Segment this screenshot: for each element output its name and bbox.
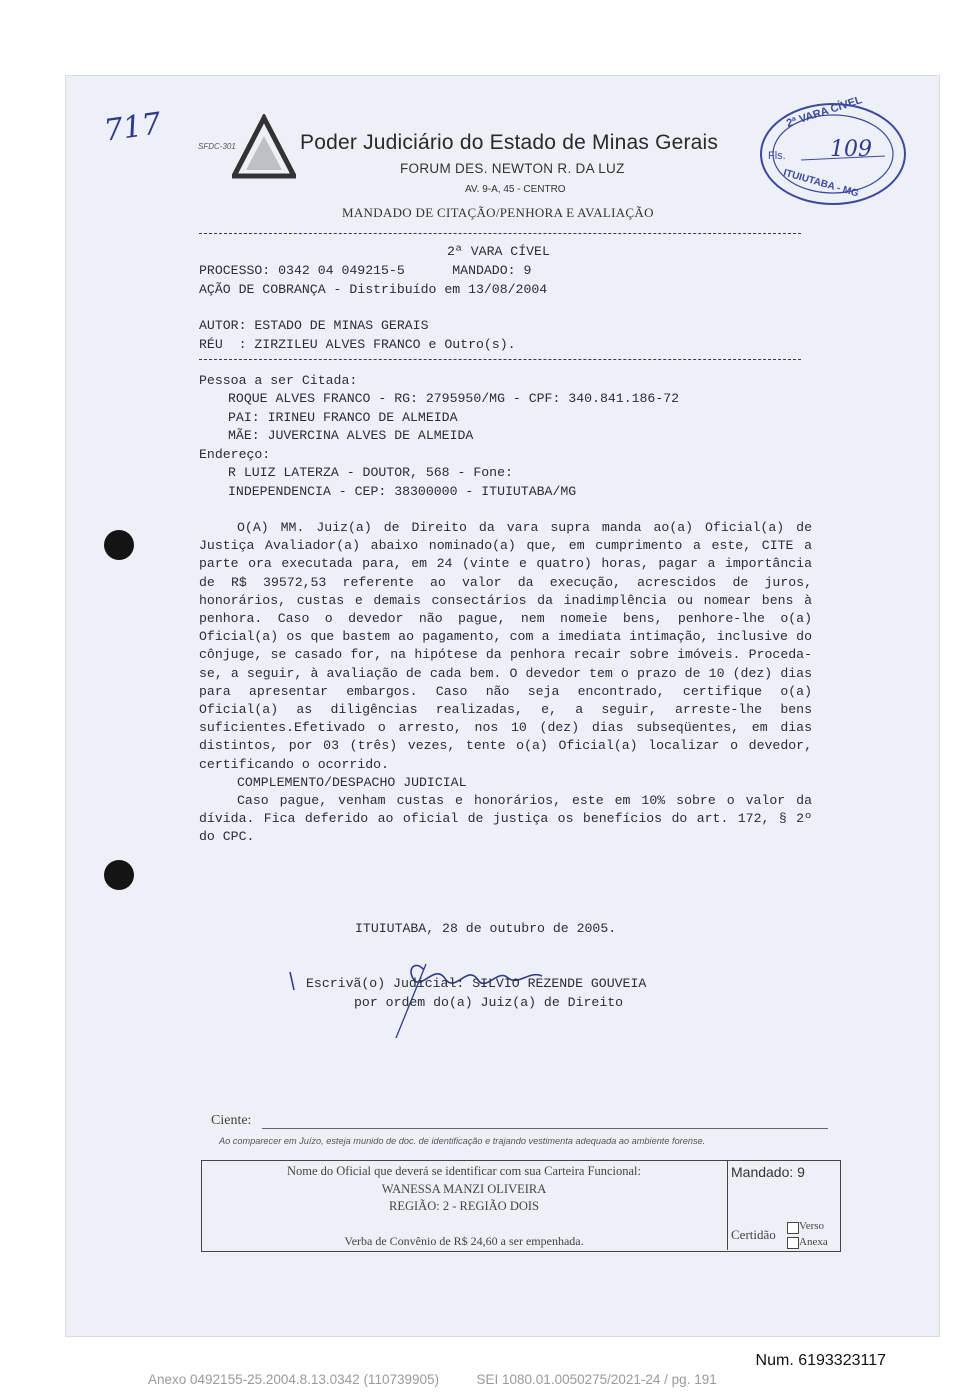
date-line: ITUIUTABA, 28 de outubro de 2005.: [355, 921, 617, 936]
oficial-name: WANESSA MANZI OLIVEIRA: [381, 1182, 547, 1196]
separator-top: [199, 233, 801, 234]
escriva-line: Escrivã(o) Judicial: SILVIO REZENDE GOUVEIA: [306, 976, 647, 991]
complemento-label: COMPLEMENTO/DESPACHO JUDICIAL: [237, 774, 467, 790]
endereco-line1: R LUIZ LATERZA - DOUTOR, 568 - Fone:: [228, 465, 513, 480]
form-code: SFDC-301: [198, 142, 236, 151]
autor-line: AUTOR: ESTADO DE MINAS GERAIS: [199, 318, 429, 333]
anexa-label: Anexa: [799, 1236, 828, 1248]
separator-mid: [199, 359, 801, 360]
citada-pai: PAI: IRINEU FRANCO DE ALMEIDA: [228, 410, 458, 425]
citada-nome: ROQUE ALVES FRANCO - RG: 2795950/MG - CPF: 340.841.186-72: [228, 391, 680, 406]
ordem-line: por ordem do(a) Juiz(a) de Direito: [354, 995, 624, 1010]
sei-reference: Anexo 0492155-25.2004.8.13.0342 (110739905) SEI 1080.01.0050275/2021-24 / pg. 191: [148, 1372, 717, 1387]
document-type: MANDADO DE CITAÇÃO/PENHORA E AVALIAÇÃO: [342, 205, 654, 220]
oficial-regiao: REGIÃO: 2 - REGIÃO DOIS: [389, 1199, 539, 1213]
stamp-city: ITUIUTABA - MG: [781, 167, 860, 200]
court-title: Poder Judiciário do Estado de Minas Gerais: [300, 131, 719, 154]
ciente-signature-line: [262, 1128, 828, 1129]
complemento-text: Caso pague, venham custas e honorários, este em 10% sobre o valor da dívida. Fica deferido ao oficial de justiça os benefícios do art. 172, § 2º do CPC.: [199, 793, 812, 845]
forum-address: AV. 9-A, 45 - CENTRO: [465, 184, 566, 195]
ciente-label: Ciente:: [211, 1113, 252, 1128]
margin-note: 717: [101, 106, 164, 149]
anexa-checkbox[interactable]: [787, 1237, 799, 1249]
main-paragraph: O(A) MM. Juiz(a) de Direito da vara supra manda ao(a) Oficial(a) de Justiça Avaliador(a) abaixo nominado(a) que, em cumprimento a este, CITE a parte ora executada para, em 24 (vinte e quatro) horas, pagar a importância de R$ 39572,53 referente ao valor da execução, acrescidos de juros, honorários, custas e demais consectários da inadimplência ou nomear bens à penhora. Caso o devedor não pague, nem nomeie bens, penhore-lhe o(a) Oficial(a) os que bastem ao pagamento, com a imediata intimação, inclusive do cônjuge, se casado for, na hipótese da penhora recair sobre imóveis. Proceda-se, a seguir, à avaliação de cada bem. O devedor tem o prazo de 10 (dez) dias para apresentar embargos. Caso não seja encontrado, certifique o(a) Oficial(a) as diligências realizadas, e, a seguir, arreste-lhe bens suficientes.Efetivado o arresto, nos 10 (dez) dias subseqüentes, em dias distintos, por 03 (três) vezes, tente o(a) Oficial(a) localizar o devedor, certificando o ocorrido.: [199, 520, 812, 772]
endereco-line2: INDEPENDENCIA - CEP: 38300000 - ITUIUTABA/MG: [228, 484, 577, 499]
document-number: Num. 6193323117: [755, 1352, 886, 1369]
citada-mae: MÃE: JUVERCINA ALVES DE ALMEIDA: [228, 428, 474, 443]
citada-label: Pessoa a ser Citada:: [199, 373, 358, 388]
oficial-instruction: Nome do Oficial que deverá se identificar com sua Carteira Funcional:: [286, 1164, 642, 1178]
reu-line: RÉU : ZIRZILEU ALVES FRANCO e Outro(s).: [199, 337, 516, 352]
court-logo: [232, 114, 296, 180]
vara-heading: 2ª VARA CÍVEL: [447, 244, 550, 259]
endereco-label: Endereço:: [199, 447, 271, 462]
ciente-note: Ao comparecer em Juízo, esteja munido de doc. de identificação e trajando vestimenta adequada ao ambiente forense.: [219, 1136, 706, 1146]
mandate-body: [199, 519, 812, 847]
verba-text: Verba de Convênio de R$ 24,60 a ser empenhada.: [344, 1234, 584, 1248]
processo-line: PROCESSO: 0342 04 049215-5 MANDADO: 9: [199, 263, 532, 278]
verso-checkbox[interactable]: [787, 1222, 799, 1234]
punch-hole-bottom: [104, 860, 134, 890]
mandado-number: Mandado: 9: [731, 1164, 805, 1180]
stamp-fls-number: 109: [830, 137, 872, 162]
certidao-label: Certidão: [731, 1227, 776, 1242]
verso-label: Verso: [799, 1220, 825, 1232]
oficial-box-divider: [727, 1160, 728, 1250]
acao-line: AÇÃO DE COBRANÇA - Distribuído em 13/08/2004: [199, 282, 548, 297]
stamp-fls-label: Fls.: [768, 150, 786, 162]
stamp-vara: 2ª VARA CÍVEL: [785, 94, 864, 130]
forum-name: FORUM DES. NEWTON R. DA LUZ: [400, 161, 625, 176]
punch-hole-top: [104, 530, 134, 560]
